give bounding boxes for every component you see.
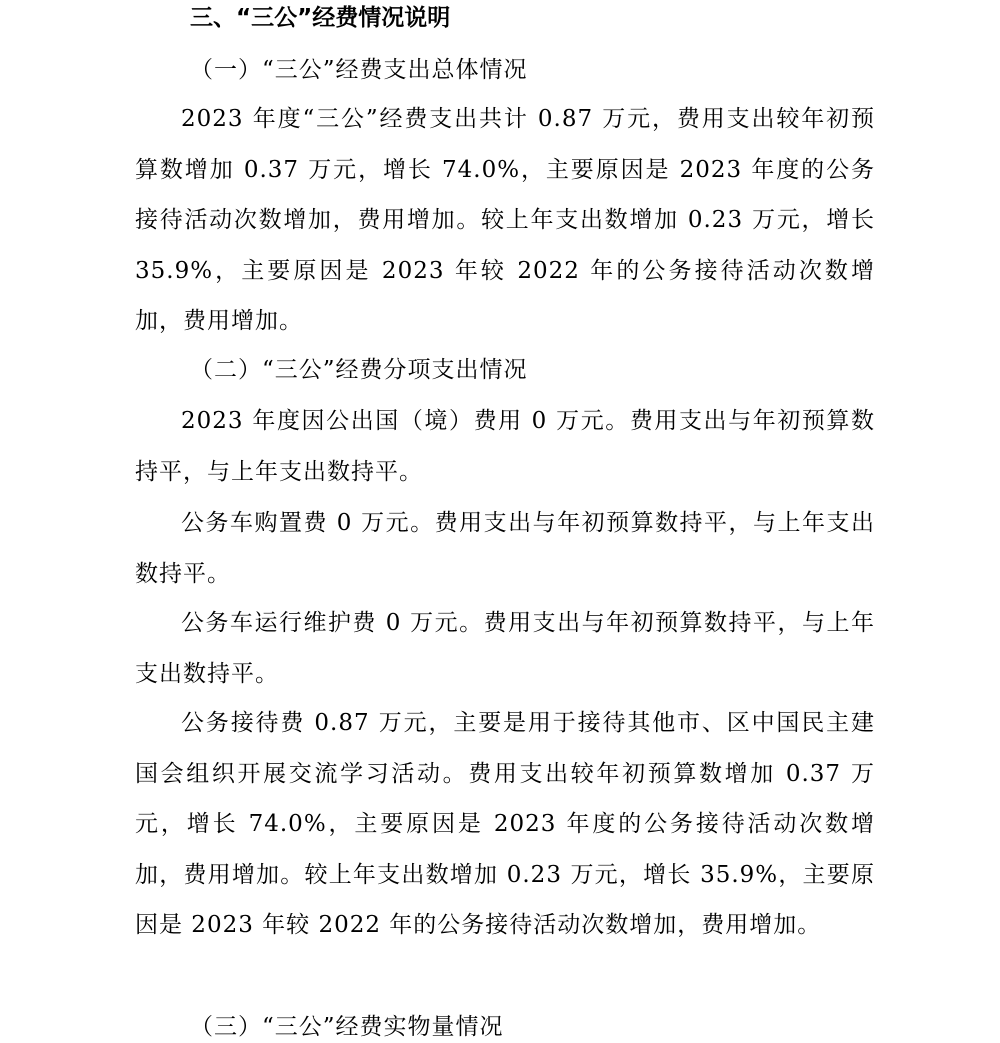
subsection-1-title: （一）“三公”经费支出总体情况 bbox=[190, 57, 528, 83]
subsection-3-title: （三）“三公”经费实物量情况 bbox=[190, 1014, 504, 1040]
paragraph-vehicle-operation: 公务车运行维护费 0 万元。费用支出与年初预算数持平，与上年支出数持平。 bbox=[135, 610, 875, 687]
subsection-2-title: （二）“三公”经费分项支出情况 bbox=[190, 357, 528, 383]
paragraph-official-reception: 公务接待费 0.87 万元，主要是用于接待其他市、区中国民主建国会组织开展交流学习活动。费用支出较年初预算数增加 0.37 万元，增长 74.0%，主要原因是 2023 年度的公务接待活动次数增加，费用增加。较上年支出数增加 0.23 万元，增长 35.9%，主要原因是 2023 年较 2022 年的公务接待活动次数增加，费用增加。 bbox=[135, 710, 875, 938]
paragraph-overseas-travel: 2023 年度因公出国（境）费用 0 万元。费用支出与年初预算数持平，与上年支出数持平。 bbox=[135, 408, 875, 485]
paragraph-vehicle-purchase: 公务车购置费 0 万元。费用支出与年初预算数持平，与上年支出数持平。 bbox=[135, 510, 875, 587]
subsection-1-paragraph: 2023 年度“三公”经费支出共计 0.87 万元，费用支出较年初预算数增加 0.37 万元，增长 74.0%，主要原因是 2023 年度的公务接待活动次数增加，费用增加。较上年支出数增加 0.23 万元，增长 35.9%，主要原因是 2023 年较 2022 年的公务接待活动次数增加，费用增加。 bbox=[135, 106, 875, 334]
section-heading: 三、“三公”经费情况说明 bbox=[190, 5, 451, 31]
